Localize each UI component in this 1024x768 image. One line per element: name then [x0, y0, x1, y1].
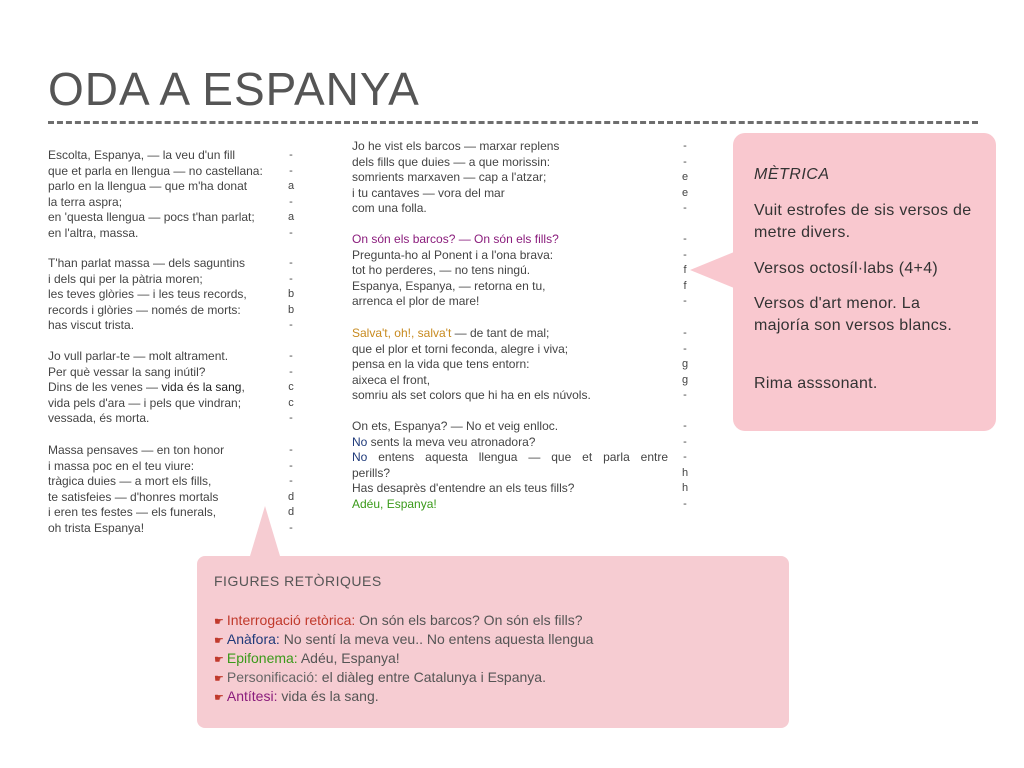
rhyme-mark: b — [287, 288, 295, 301]
verse-line: pensa en la vida que tens entorn: — [352, 357, 530, 372]
pointing-hand-icon: ☛ — [214, 673, 224, 685]
rhyme-mark: d — [287, 490, 295, 503]
verse-line: Jo vull parlar-te — molt altrament. — [48, 349, 229, 363]
verse-line: vessada, és morta. — [48, 411, 150, 426]
figure-label: Anàfora: — [226, 631, 280, 647]
verse-line: i eren tes festes — els funerals, — [48, 505, 217, 520]
rhyme-mark: f — [683, 264, 687, 277]
pointing-hand-icon: ☛ — [214, 692, 224, 704]
verse-text: , — [241, 380, 245, 395]
title-divider — [48, 121, 978, 124]
page-title: ODA A ESPANYA — [48, 63, 420, 115]
rhyme-mark: f — [683, 279, 687, 292]
rhyme-mark: - — [683, 155, 687, 168]
verse-line: oh trista Espanya! — [48, 520, 145, 535]
rhetorical-question: On són els barcos? — On són els fills? — [352, 232, 559, 246]
figure-label: Personificació: — [226, 669, 318, 685]
stanza-4 — [48, 443, 224, 537]
rhyme-mark: g — [681, 373, 689, 386]
verse-line: que et parla en llengua — no castellana: — [48, 163, 263, 178]
verse-line-anaphora — [352, 450, 668, 466]
rhyme-mark: - — [289, 226, 293, 239]
rhyme-mark: h — [681, 466, 689, 479]
pointing-hand-icon: ☛ — [214, 635, 224, 647]
metrica-minor-art: Versos d'art menor. La majoría son versos blancs. — [754, 295, 953, 334]
verse-line: arrenca el plor de mare! — [352, 294, 480, 309]
figure-label: Epifonema: — [226, 650, 298, 666]
anaphora-highlight: No — [352, 434, 368, 449]
verse-line-anaphora — [352, 435, 668, 451]
figure-item-epiphonema — [214, 650, 400, 666]
verse-line: en l'altra, massa. — [48, 225, 139, 240]
rhyme-mark: - — [289, 257, 293, 269]
figure-item-rhetorical-question — [214, 612, 583, 628]
figure-example: Adéu, Espanya! — [297, 650, 400, 666]
verse-line: tràgica duies — a mort els fills, — [48, 474, 212, 489]
verse-line: has viscut trista. — [48, 318, 135, 333]
figure-item-anaphora — [214, 631, 593, 647]
rhyme-mark: - — [289, 195, 293, 208]
rhyme-mark: - — [289, 319, 293, 332]
figure-item-personification — [214, 669, 546, 685]
figure-example: el diàleg entre Catalunya i Espanya. — [317, 669, 546, 685]
figure-label: Interrogació retòrica: — [226, 612, 356, 628]
figure-example: vida és la sang. — [277, 688, 379, 704]
verse-line: records i glòries — només de morts: — [48, 302, 241, 317]
verse-word: entre — [640, 450, 668, 465]
verse-line-antithesis — [48, 380, 245, 396]
verse-word: aquesta — [425, 450, 468, 465]
rhyme-mark: - — [289, 149, 293, 161]
figure-label: Antítesi: — [226, 688, 278, 704]
verse-line: dels fills que duies — a que morissin: — [352, 154, 551, 169]
rhyme-mark: - — [289, 521, 293, 534]
figure-example: On són els barcos? On són els fills? — [355, 612, 583, 628]
verse-word: parla — [603, 450, 630, 465]
verse-line: te satisfeies — d'honres mortals — [48, 489, 219, 504]
verse-line: Per què vessar la sang inútil? — [48, 364, 206, 379]
epiphonema-line: Adéu, Espanya! — [352, 496, 437, 511]
verse-line: i tu cantaves — vora del mar — [352, 185, 505, 200]
rhyme-mark: a — [287, 211, 295, 224]
verse-text: — de tant de mal; — [451, 326, 550, 340]
verse-line: les teves glòries — i les teus records, — [48, 287, 247, 302]
rhyme-mark: - — [683, 435, 687, 448]
rhyme-mark: - — [683, 248, 687, 261]
verse-word: llengua — [478, 450, 518, 465]
verse-line: Pregunta-ho al Ponent i a l'ona brava: — [352, 247, 554, 262]
rhyme-mark: - — [289, 164, 293, 177]
verse-line: com una folla. — [352, 201, 427, 216]
metrica-heading: MÈTRICA — [754, 166, 830, 183]
rhyme-mark: - — [683, 233, 687, 245]
rhyme-mark: - — [289, 412, 293, 425]
metrica-octosyllables: Versos octosíl·labs (4+4) — [754, 260, 939, 277]
verse-line: i dels qui per la pàtria moren; — [48, 271, 203, 286]
verse-line: vida pels d'ara — i pels que vindran; — [48, 395, 242, 410]
metrica-callout-pointer — [690, 252, 734, 288]
verse-word: et — [582, 450, 593, 465]
rhyme-mark: b — [287, 303, 295, 316]
stanza-7 — [352, 326, 591, 404]
figures-heading: FIGURES RETÒRIQUES — [214, 573, 382, 589]
stanza-3 — [48, 349, 245, 427]
rhyme-mark: - — [289, 350, 293, 362]
rhyme-mark: g — [681, 358, 689, 371]
rhyme-mark: - — [289, 444, 293, 456]
verse-line: perills? — [352, 465, 391, 480]
stanza-5 — [352, 139, 559, 217]
verse-line: la terra aspra; — [48, 194, 123, 209]
pointing-hand-icon: ☛ — [214, 654, 224, 666]
rhyme-scheme-1 — [285, 148, 297, 242]
verse-line: en 'questa llengua — pocs t'han parlat; — [48, 210, 255, 225]
rhyme-mark: - — [289, 459, 293, 472]
rhyme-scheme-2 — [285, 256, 297, 334]
anaphora-highlight: No — [352, 450, 368, 465]
verse-word: que — [551, 450, 572, 465]
verse-word: entens — [378, 450, 415, 465]
verse-word: — — [528, 450, 541, 465]
rhyme-mark: - — [683, 451, 687, 464]
verse-line: Massa pensaves — en ton honor — [48, 443, 225, 457]
figure-example: No sentí la meva veu.. No entens aquesta llengua — [279, 631, 594, 647]
rhyme-mark: e — [681, 186, 689, 199]
verse-line: tot ho perderes, — no tens ningú. — [352, 263, 531, 278]
rhyme-scheme-7 — [679, 326, 691, 404]
rhyme-mark: d — [287, 506, 295, 519]
verse-text: sents la meva veu atronadora? — [367, 434, 536, 449]
verse-line: T'han parlat massa — dels saguntins — [48, 256, 246, 270]
verse-line: i massa poc en el teu viure: — [48, 458, 195, 473]
rhyme-mark: e — [681, 171, 689, 184]
rhyme-mark: c — [288, 381, 294, 394]
verse-line-salva — [352, 326, 591, 342]
figure-item-antithesis — [214, 688, 379, 704]
rhyme-mark: - — [289, 365, 293, 378]
metrica-rhyme: Rima asssonant. — [754, 375, 878, 392]
verse-line: Espanya, Espanya, — retorna en tu, — [352, 278, 546, 293]
rhyme-mark: c — [288, 396, 294, 409]
rhyme-scheme-3 — [285, 349, 297, 427]
stanza-2 — [48, 256, 247, 334]
rhyme-mark: - — [683, 497, 687, 510]
metrica-strophes: Vuit estrofes de sis versos de metre divers. — [754, 202, 972, 241]
verse-line: On ets, Espanya? — No et veig enlloc. — [352, 419, 559, 433]
verse-line: somrients marxaven — cap a l'atzar; — [352, 170, 547, 185]
rhyme-mark: - — [683, 202, 687, 215]
verse-line: parlo en la llengua — que m'ha donat — [48, 179, 248, 194]
verse-line: somriu als set colors que hi ha en els núvols. — [352, 388, 591, 403]
rhyme-mark: - — [683, 140, 687, 152]
rhyme-mark: - — [683, 295, 687, 308]
verse-line: aixeca el front, — [352, 372, 431, 387]
rhyme-scheme-8 — [679, 419, 691, 513]
antithesis-highlight: vida és la sang — [161, 380, 242, 395]
stanza-8 — [352, 419, 668, 513]
verse-text: Dins de les venes — — [48, 380, 162, 395]
verse-line: Jo he vist els barcos — marxar replens — [352, 139, 560, 153]
rhyme-mark: - — [683, 389, 687, 402]
verse-line: Escolta, Espanya, — la veu d'un fill — [48, 148, 236, 162]
pointing-hand-icon: ☛ — [214, 616, 224, 628]
salva-highlight: Salva't, oh!, salva't — [352, 326, 452, 340]
rhyme-scheme-4 — [285, 443, 297, 537]
rhyme-scheme-5 — [679, 139, 691, 217]
rhyme-mark: a — [287, 180, 295, 193]
rhyme-mark: - — [683, 327, 687, 339]
rhyme-mark: - — [683, 342, 687, 355]
verse-line: Has desaprès d'entendre an els teus fills? — [352, 481, 575, 496]
verse-line: que el plor et torni feconda, alegre i viva; — [352, 341, 569, 356]
rhyme-mark: - — [289, 475, 293, 488]
stanza-1 — [48, 148, 263, 242]
rhyme-mark: - — [289, 272, 293, 285]
stanza-6 — [352, 232, 559, 310]
figures-callout-pointer — [250, 506, 280, 556]
rhyme-mark: - — [683, 420, 687, 432]
rhyme-mark: h — [681, 482, 689, 495]
